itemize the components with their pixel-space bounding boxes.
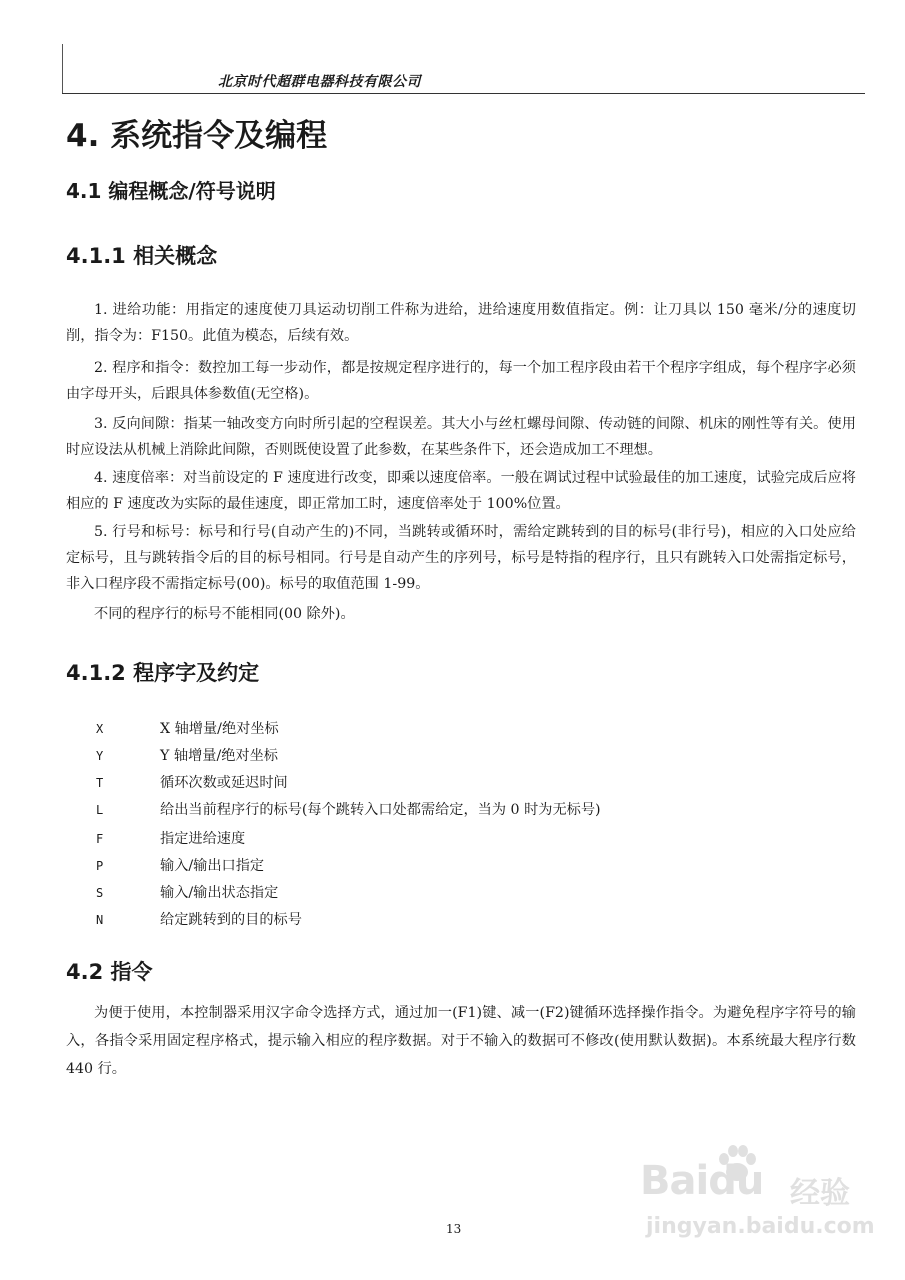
- list-item-desc: 输入/输出口指定: [160, 858, 265, 874]
- subsection-title-4-1-1: 4.1.1 相关概念: [66, 244, 218, 268]
- page-number: 13: [446, 1222, 462, 1236]
- header-company-name: 北京时代超群电器科技有限公司: [218, 74, 421, 90]
- list-item-key: P: [96, 859, 104, 873]
- paragraph-feed: 1. 进给功能：用指定的速度使刀具运动切削工件称为进给，进给速度用数值指定。例：让刀具以 150 毫米/分的速度切削，指令为：F150。此值为模态，后续有效。: [66, 302, 856, 344]
- section-title-4-1: 4.1 编程概念/符号说明: [66, 179, 276, 203]
- baidu-jingyan-watermark: [640, 1152, 880, 1262]
- list-item-key: Y: [96, 749, 104, 763]
- list-item-key: N: [96, 913, 104, 927]
- paragraph-speed-rate: 4. 速度倍率：对当前设定的 F 速度进行改变，即乘以速度倍率。一般在调试过程中试验最佳的加工速度，试验完成后应将相应的 F 速度改为实际的最佳速度，即正常加工时，速度倍率处于 100%位置。: [66, 470, 856, 512]
- list-item-key: F: [96, 832, 104, 846]
- subsection-title-4-1-2: 4.1.2 程序字及约定: [66, 661, 260, 685]
- paragraph-label-note: 不同的程序行的标号不能相同(00 除外)。: [94, 606, 355, 622]
- chapter-title: 4. 系统指令及编程: [66, 118, 328, 154]
- list-item-key: L: [96, 803, 104, 817]
- header-rule: [62, 93, 865, 94]
- watermark-url: jingyan.baidu.com: [646, 1214, 875, 1239]
- list-item-desc: 输入/输出状态指定: [160, 885, 279, 901]
- header-vertical-rule: [62, 44, 63, 94]
- paragraph-program: 2. 程序和指令：数控加工每一步动作，都是按规定程序进行的，每一个加工程序段由若干个程序字组成，每个程序字必须由字母开头，后跟具体参数值(无空格)。: [66, 360, 856, 402]
- paragraph-backlash: 3. 反向间隙：指某一轴改变方向时所引起的空程误差。其大小与丝杠螺母间隙、传动链的间隙、机床的刚性等有关。使用时应设法从机械上消除此间隙，否则既使设置了此参数，在某些条件下，还会造成加工不理想。: [66, 416, 856, 458]
- watermark-logo: Baidu: [640, 1158, 764, 1204]
- watermark-cn: 经验: [790, 1176, 850, 1211]
- list-item-desc: 给定跳转到的目的标号: [160, 912, 302, 928]
- list-item-desc: 循环次数或延迟时间: [160, 775, 288, 791]
- list-item-desc: X 轴增量/绝对坐标: [160, 721, 279, 737]
- list-item-desc: Y 轴增量/绝对坐标: [160, 748, 278, 764]
- paragraph-line-label: 5. 行号和标号：标号和行号(自动产生的)不同，当跳转或循环时，需给定跳转到的目的标号(非行号)，相应的入口处应给定标号，且与跳转指令后的目的标号相同。行号是自动产生的序列号，标号是特指的程序行，且只有跳转入口处需指定标号，非入口程序段不需指定标号(00)。标号的取值范围 1-99。: [66, 524, 856, 592]
- paragraph-instructions: 为便于使用，本控制器采用汉字命令选择方式，通过加一(F1)键、减一(F2)键循环选择操作指令。为避免程序字符号的输入，各指令采用固定程序格式，提示输入相应的程序数据。对于不输入的数据可不修改(使用默认数据)。本系统最大程序行数 440 行。: [66, 1005, 856, 1077]
- list-item-desc: 给出当前程序行的标号(每个跳转入口处都需给定，当为 0 时为无标号): [160, 802, 601, 818]
- list-item-key: T: [96, 776, 104, 790]
- list-item-key: S: [96, 886, 104, 900]
- section-title-4-2: 4.2 指令: [66, 960, 153, 984]
- list-item-desc: 指定进给速度: [160, 831, 246, 847]
- list-item-key: X: [96, 722, 104, 736]
